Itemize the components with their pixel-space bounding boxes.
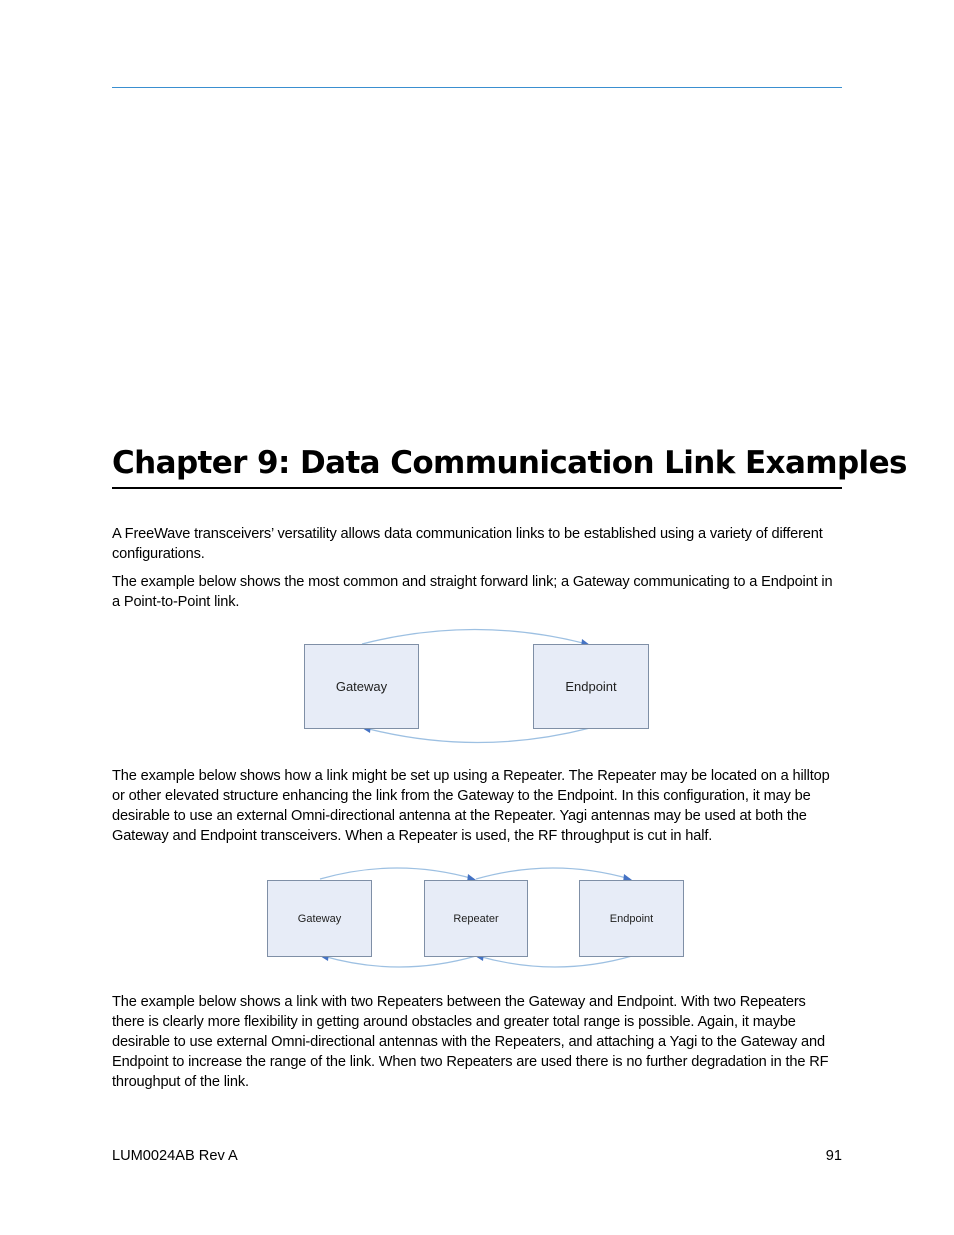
footer-page-number: 91 — [825, 1148, 842, 1164]
node-repeater: Repeater — [424, 880, 528, 957]
paragraph-intro: A FreeWave transceivers’ versatility allows data communication links to be established using a variety of different configurations. — [112, 526, 823, 562]
diagram-point-to-point — [300, 625, 654, 747]
node-gateway: Gateway — [304, 644, 419, 729]
node-endpoint: Endpoint — [533, 644, 649, 729]
diagram-with-repeater — [262, 862, 690, 970]
header-rule — [112, 87, 842, 88]
paragraph-two-repeaters: The example below shows a link with two Repeaters between the Gateway and Endpoint. With two Repeaters there is clearly more flexibility in getting around obstacles and greater total range is possible. Again, it maybe desirable to use external Omni-directional antennas with the Repeaters, and attaching a Yagi to the Gateway and Endpoint to increase the range of the link. When two Repeaters are used there is no further degradation in the RF throughput of the link. — [112, 994, 829, 1090]
node-endpoint: Endpoint — [579, 880, 684, 957]
footer-doc-id: LUM0024AB Rev A — [112, 1148, 238, 1164]
node-gateway: Gateway — [267, 880, 372, 957]
paragraph-point-to-point: The example below shows the most common and straight forward link; a Gateway communicating to a Endpoint in a Point-to-Point link. — [112, 574, 833, 610]
chapter-title: Chapter 9: Data Communication Link Examples — [112, 441, 842, 489]
paragraph-repeater: The example below shows how a link might be set up using a Repeater. The Repeater may be located on a hilltop or other elevated structure enhancing the link from the Gateway to the Endpoint. In this configuration, it may be desirable to use an external Omni-directional antenna at the Repeater. Yagi antennas may be used at both the Gateway and Endpoint transceivers. When a Repeater is used, the RF throughput is cut in half. — [112, 768, 830, 844]
